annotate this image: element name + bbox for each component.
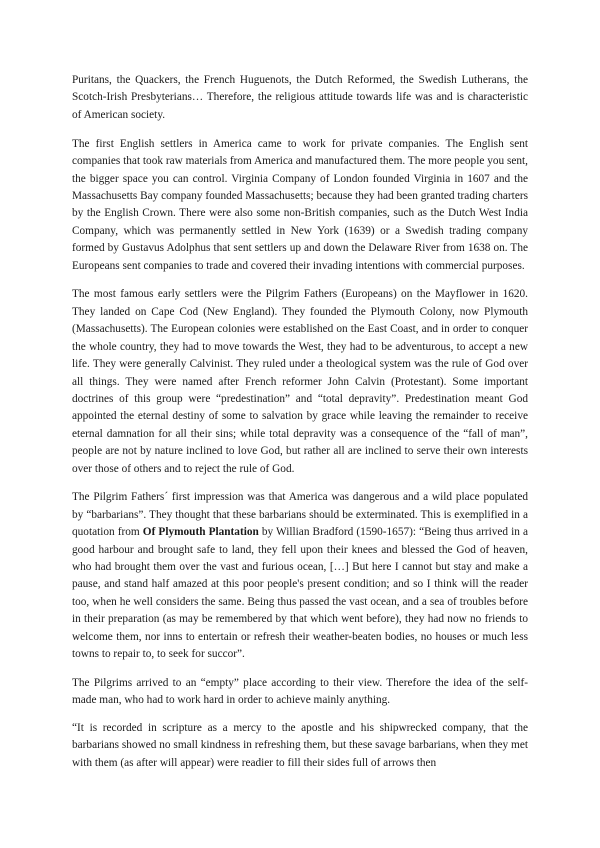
paragraph-first-impression bbox=[72, 489, 528, 663]
document-page bbox=[72, 72, 528, 784]
paragraph-empty-place: The Pilgrims arrived to an “empty” place according to their view. Therefore the idea of the self-made man, who had to work hard in order to achieve mainly anything. bbox=[72, 677, 528, 707]
book-title: Of Plymouth Plantation bbox=[142, 526, 259, 539]
paragraph-religious-attitude: Puritans, the Quackers, the French Huguenots, the Dutch Reformed, the Swedish Lutherans, the Scotch-Irish Presbyterians… Therefore, the religious attitude towards life was and is characteristic of American society. bbox=[72, 74, 528, 121]
paragraph-first-impression-quote: by Willian Bradford (1590-1657): “Being thus arrived in a good harbour and brought safe to land, they fell upon their knees and blessed the God of heaven, who had brought them over the vast and furious ocean, […] But here I cannot but stay and make a pause, and stand half amazed at this poor people's present condition; and so I think will the reader too, when he well considers the same. Being thus passed the vast ocean, and a sea of troubles before in their preparation (as may be remembered by that which went before), they had now no friends to welcome them, nor inns to entertain or refresh their weather-beaten bodies, no houses or much less towns to repair to, to seek for succor”. bbox=[72, 526, 529, 661]
paragraph-first-impression-intro: The Pilgrim Fathers´ first impression was that America was dangerous and a wild place populated by “barbarians”. They thought that these barbarians should be exterminated. This is exemplified in a quotation from bbox=[72, 491, 528, 539]
paragraph-pilgrim-fathers: The most famous early settlers were the Pilgrim Fathers (Europeans) on the Mayflower in 1620. They landed on Cape Cod (New England). They founded the Plymouth Colony, now Plymouth (Massachusetts). The European colonies were established on the East Coast, and in order to conquer the whole country, they had to move towards the West, they had to be adventurous, to accept a new life. They were generally Calvinist. They ruled under a theological system was the rule of God over all things. They were named after French reformer John Calvin (Protestant). Some important doctrines of this group were “predestination” and “total depravity”. Predestination meant God appointed the eternal destiny of some to salvation by grace while leaving the remainder to receive eternal damnation for all their sins; while total depravity was a consequence of the “fall of man”, people are not by nature inclined to love God, but rather all are inclined to serve their own interests over those of others and to reject the rule of God. bbox=[72, 288, 528, 475]
paragraph-english-settlers: The first English settlers in America came to work for private companies. The English sent companies that took raw materials from America and manufactured them. The more people you sent, the bigger space you can control. Virginia Company of London founded Virginia in 1607 and the Massachusetts Bay company founded Massachusetts; because they had been granted trading charters by the English Crown. There were also some non-British companies, such as the Dutch West India Company, which was permanently settled in New York (1639) or a Swedish trading company formed by Gustavus Adolphus that sent settlers up and down the Delaware River from 1638 on. The Europeans sent companies to trade and covered their invading intentions with commercial purposes. bbox=[72, 137, 528, 272]
paragraph-scripture-quote: “It is recorded in scripture as a mercy to the apostle and his shipwrecked company, that the barbarians showed no small kindness in refreshing them, but these savage barbarians, when they met with them (as after will appear) were readier to fill their sides full of arrows then bbox=[72, 721, 528, 769]
